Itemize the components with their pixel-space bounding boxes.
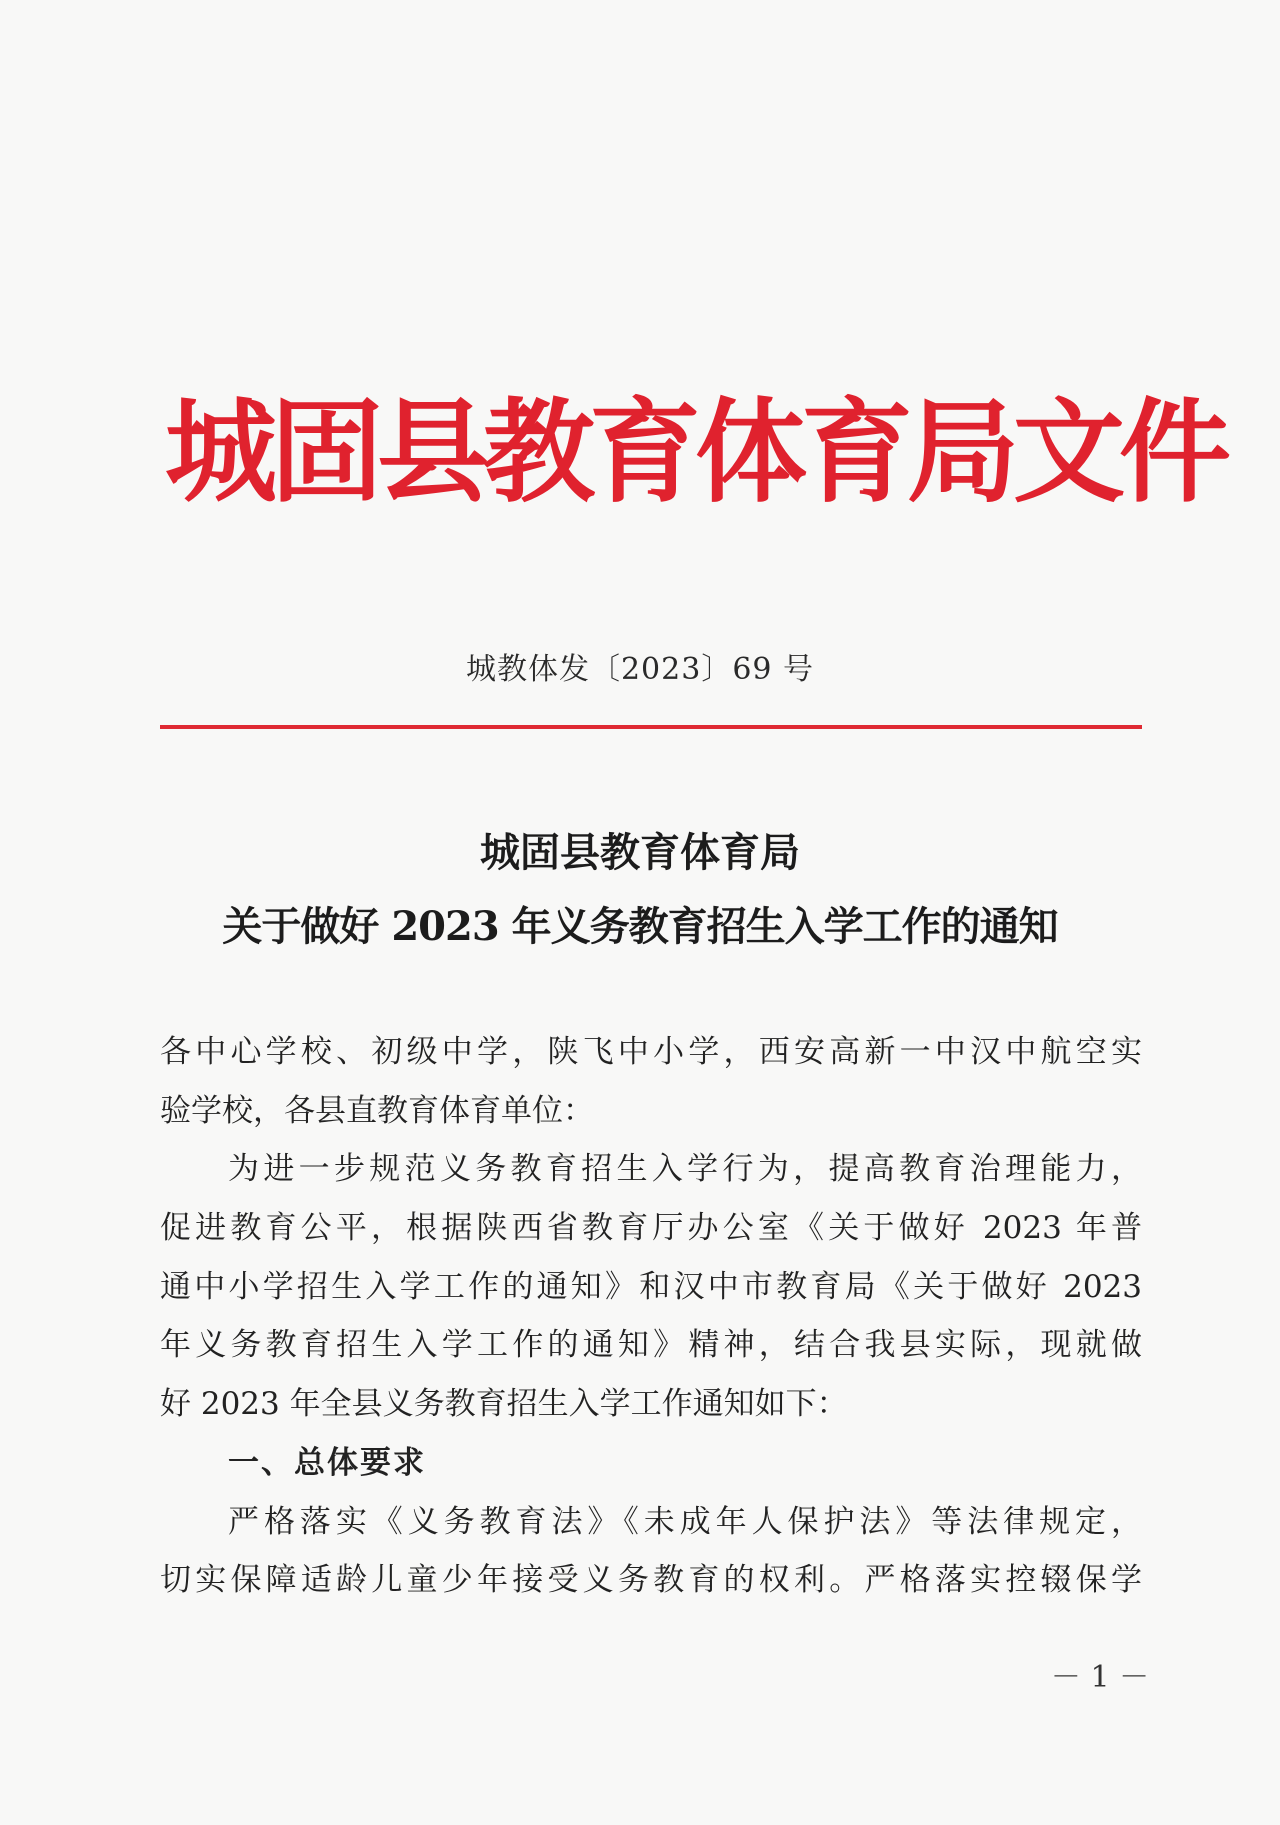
red-divider-line [160,725,1142,729]
page-number: － 1 － [1050,1660,1150,1695]
notice-title-line-2: 关于做好 2023 年义务教育招生入学工作的通知 [222,903,1058,950]
masthead-title: 城固县教育体育局文件 [165,388,1225,518]
section-heading-general-requirements: 一、总体要求 [228,1444,426,1481]
body-line-paragraph-1-2: 促进教育公平，根据陕西省教育厅办公室《关于做好 2023 年普 [160,1210,1142,1247]
document-number: 城教体发〔2023〕69 号 [465,652,815,687]
body-line-paragraph-1-4: 年义务教育招生入学工作的通知》精神，结合我县实际，现就做 [160,1327,1142,1364]
body-line-paragraph-1-3: 通中小学招生入学工作的通知》和汉中市教育局《关于做好 2023 [160,1268,1142,1305]
body-line-paragraph-1-1: 为进一步规范义务教育招生入学行为，提高教育治理能力， [228,1151,1142,1188]
body-line-paragraph-2-1: 严格落实《义务教育法》《未成年人保护法》等法律规定， [228,1503,1142,1540]
body-line-addressee-1: 各中心学校、初级中学，陕飞中小学，西安高新一中汉中航空实 [160,1034,1142,1070]
notice-title-line-1: 城固县教育体育局 [480,829,800,876]
body-line-paragraph-2-2: 切实保障适龄儿童少年接受义务教育的权利。严格落实控辍保学 [160,1562,1142,1599]
body-line-addressee-2: 验学校，各县直教育体育单位： [160,1092,594,1129]
notice-body [160,1023,1142,1610]
body-line-paragraph-1-5: 好 2023 年全县义务教育招生入学工作通知如下： [160,1386,848,1423]
